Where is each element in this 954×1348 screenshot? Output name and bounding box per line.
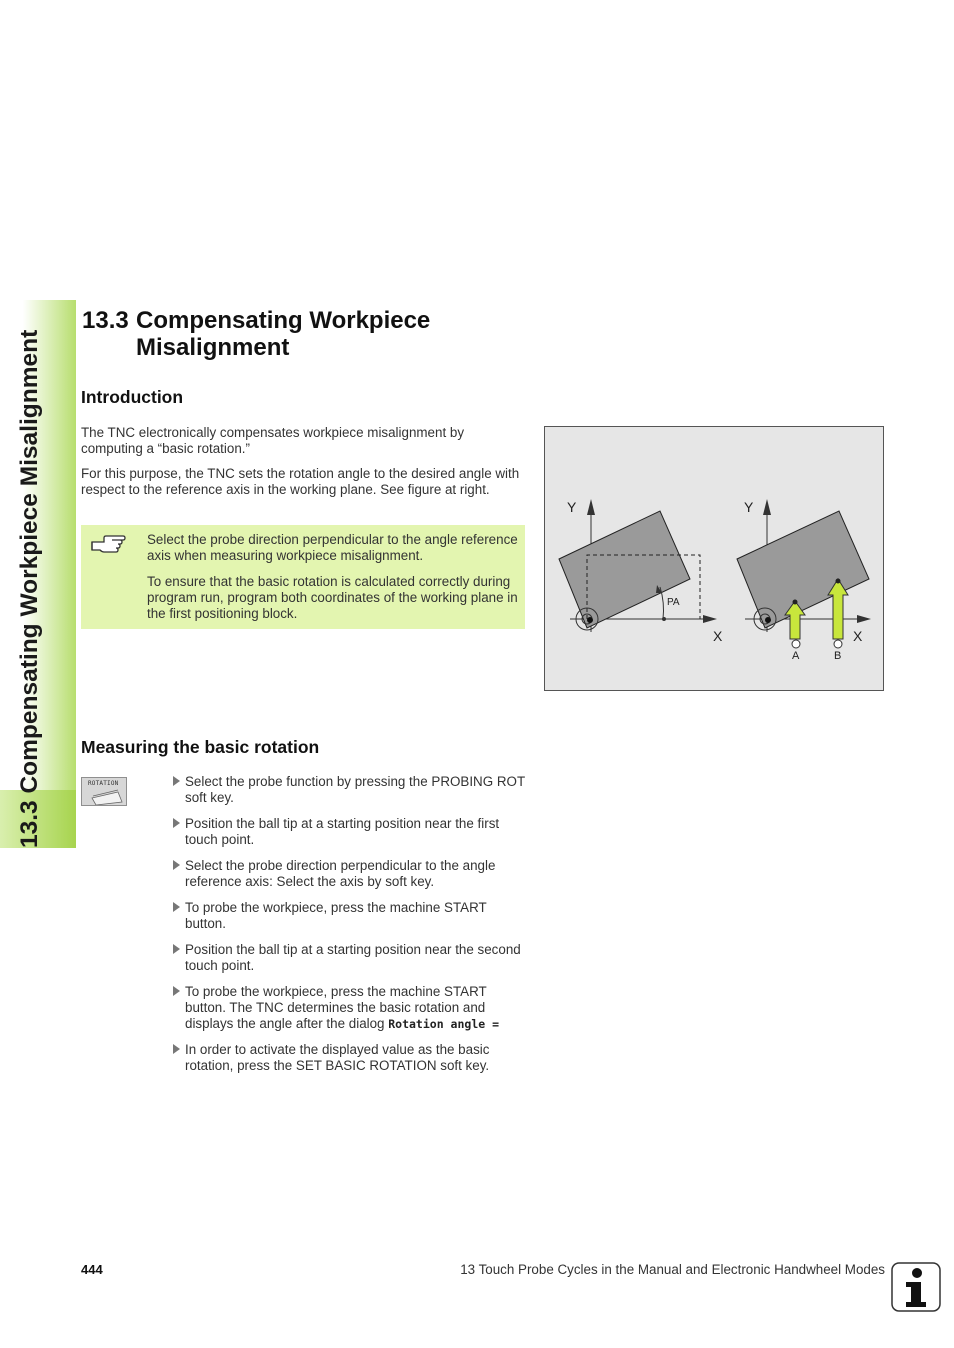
step-text: Select the probe function by pressing the PROBING ROT soft key.	[185, 774, 525, 805]
softkey-label: ROTATION	[88, 780, 119, 787]
chapter-number: 13.3	[82, 307, 129, 334]
note-box	[81, 525, 525, 629]
left-x-arrow	[703, 615, 717, 623]
pointing-hand-icon	[90, 532, 126, 558]
step-arrow-icon	[173, 986, 180, 996]
step-arrow-icon	[173, 818, 180, 828]
probing-rot-softkey[interactable]	[81, 777, 127, 806]
introduction-heading: Introduction	[81, 387, 184, 407]
angle-pa-label: PA	[667, 597, 680, 608]
step-item	[172, 816, 527, 848]
point-b-label: B	[834, 650, 842, 662]
step-item	[172, 1042, 527, 1074]
introduction-paragraph-2: For this purpose, the TNC sets the rotation angle to the desired angle with respect to the reference axis in the working plane. See figure at right.	[81, 466, 520, 497]
step-item	[172, 900, 527, 932]
introduction-paragraph-1: The TNC electronically compensates workpiece misalignment by computing a “basic rotation.”	[81, 425, 465, 456]
basic-rotation-diagram	[545, 427, 883, 690]
point-b-marker	[834, 640, 842, 648]
step-arrow-icon	[173, 860, 180, 870]
right-x-label: X	[853, 628, 863, 644]
step-text: To probe the workpiece, press the machine START button.	[185, 900, 487, 931]
left-workpiece	[559, 511, 690, 628]
step-arrow-icon	[173, 776, 180, 786]
step-text: Position the ball tip at a starting position near the first touch point.	[185, 816, 500, 847]
page-number: 444	[81, 1262, 103, 1277]
left-y-label: Y	[567, 499, 577, 515]
step-arrow-icon	[173, 902, 180, 912]
right-x-arrow	[857, 615, 871, 623]
info-icon[interactable]	[891, 1262, 941, 1312]
step-arrow-icon	[173, 944, 180, 954]
point-a-marker	[792, 640, 800, 648]
point-a-label: A	[792, 650, 800, 662]
step-text: To probe the workpiece, press the machine START button. The TNC determines the basic rotation and displays the angle after the dialog	[185, 984, 487, 1031]
measuring-steps-list	[172, 774, 527, 1084]
step-item	[172, 774, 527, 806]
left-y-arrow	[587, 499, 595, 515]
left-diagram	[559, 499, 723, 644]
rotation-softkey-icon	[82, 778, 126, 805]
step-text: Position the ball tip at a starting position near the second touch point.	[185, 942, 521, 973]
right-diagram	[737, 499, 871, 662]
step-text: Select the probe direction perpendicular to the angle reference axis: Select the axis by soft key.	[185, 858, 496, 889]
note-text-1: Select the probe direction perpendicular to the angle reference axis when measuring workpiece misalignment.	[147, 532, 518, 563]
right-workpiece	[737, 511, 869, 628]
chapter-title-line2: Misalignment	[136, 334, 290, 361]
step-item	[172, 984, 527, 1032]
footer-chapter-text: 13 Touch Probe Cycles in the Manual and Electronic Handwheel Modes	[460, 1262, 885, 1277]
right-y-arrow	[763, 499, 771, 515]
step-arrow-icon	[173, 1044, 180, 1054]
side-tab-title: 13.3 Compensating Workpiece Misalignment	[16, 329, 43, 848]
step-item	[172, 858, 527, 890]
note-text-2: To ensure that the basic rotation is calculated correctly during program run, program both coordinates of the working plane in the first positioning block.	[147, 574, 518, 621]
right-y-label: Y	[744, 499, 754, 515]
dialog-code: Rotation angle =	[388, 1017, 500, 1031]
step-text: In order to activate the displayed value as the basic rotation, press the SET BASIC ROTATION soft key.	[185, 1042, 490, 1073]
left-x-label: X	[713, 628, 723, 644]
measuring-heading: Measuring the basic rotation	[81, 737, 320, 757]
chapter-title	[82, 307, 430, 361]
chapter-title-line1: Compensating Workpiece	[136, 307, 431, 334]
step-item	[172, 942, 527, 974]
basic-rotation-figure	[544, 426, 884, 691]
